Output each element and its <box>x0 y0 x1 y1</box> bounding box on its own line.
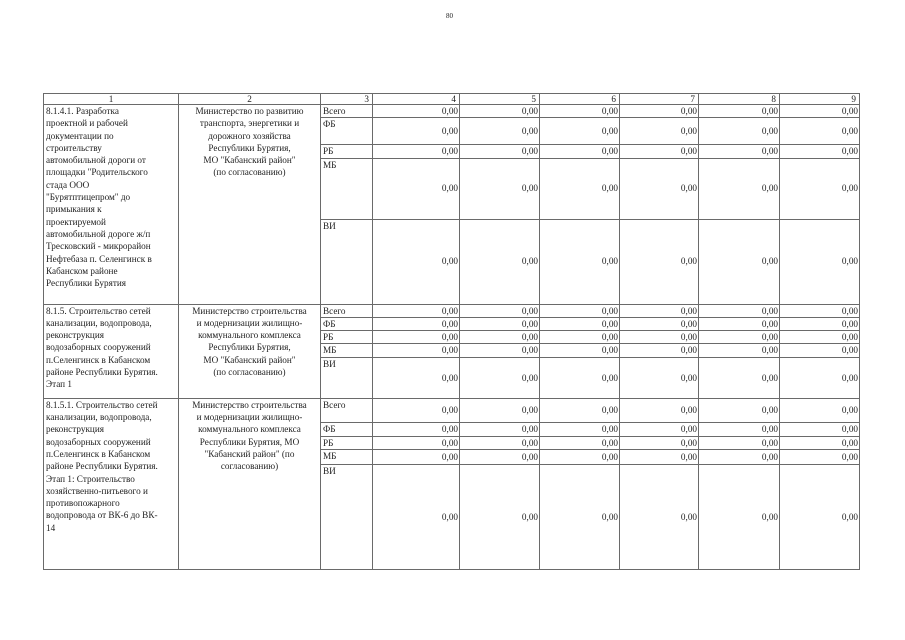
funding-source: МБ <box>321 158 373 219</box>
amount-cell: 0,00 <box>540 450 620 465</box>
amount-cell: 0,00 <box>780 357 860 398</box>
measure-name-line: п.Селенгинск в Кабанском <box>46 448 151 459</box>
responsible-organization <box>179 304 321 398</box>
measure-name-line: стада ООО <box>46 179 90 190</box>
table-row <box>44 304 860 317</box>
amount-cell: 0,00 <box>460 436 540 449</box>
amount-cell: 0,00 <box>780 450 860 465</box>
amount-cell: 0,00 <box>699 304 780 317</box>
measure-name-line: районе Республики Бурятия. <box>46 367 158 378</box>
column-number: 8 <box>699 94 780 105</box>
amount-cell: 0,00 <box>460 158 540 219</box>
amount-cell: 0,00 <box>699 317 780 330</box>
funding-source: ФБ <box>321 317 373 330</box>
funding-source: РБ <box>321 331 373 344</box>
amount-cell: 0,00 <box>780 398 860 422</box>
responsible-organization <box>179 398 321 569</box>
amount-cell: 0,00 <box>620 422 699 436</box>
amount-cell: 0,00 <box>780 465 860 570</box>
amount-cell: 0,00 <box>373 344 460 357</box>
measure-name-line: "Бурятптицепром" до <box>46 192 131 203</box>
amount-cell: 0,00 <box>373 357 460 398</box>
amount-cell: 0,00 <box>780 105 860 118</box>
amount-cell: 0,00 <box>540 331 620 344</box>
amount-cell: 0,00 <box>620 118 699 145</box>
amount-cell: 0,00 <box>699 219 780 304</box>
amount-cell: 0,00 <box>540 436 620 449</box>
organization-line: Республики Бурятия, МО <box>199 436 300 447</box>
amount-cell: 0,00 <box>460 344 540 357</box>
organization-line: Министерство строительства <box>192 399 307 410</box>
measure-name <box>44 398 179 569</box>
amount-cell: 0,00 <box>699 422 780 436</box>
table-row <box>44 105 860 118</box>
amount-cell: 0,00 <box>699 398 780 422</box>
amount-cell: 0,00 <box>620 465 699 570</box>
amount-cell: 0,00 <box>620 158 699 219</box>
organization-line: и модернизации жилищно- <box>196 317 303 328</box>
amount-cell: 0,00 <box>540 357 620 398</box>
measure-name-line: Республики Бурятия <box>46 278 127 289</box>
measure-name-line: водопровода от ВК-6 до ВК- <box>46 510 158 521</box>
organization-line: и модернизации жилищно- <box>196 412 303 423</box>
amount-cell: 0,00 <box>460 118 540 145</box>
amount-cell: 0,00 <box>460 219 540 304</box>
column-number: 3 <box>321 94 373 105</box>
organization-line: (по согласованию) <box>213 167 286 178</box>
organization-line: МО "Кабанский район" <box>203 155 296 166</box>
amount-cell: 0,00 <box>373 304 460 317</box>
measure-name <box>44 105 179 305</box>
measure-name-line: п.Селенгинск в Кабанском <box>46 354 151 365</box>
table-row <box>44 398 860 422</box>
amount-cell: 0,00 <box>780 219 860 304</box>
amount-cell: 0,00 <box>460 357 540 398</box>
organization-line: (по согласованию) <box>213 367 286 378</box>
measure-name-line: реконструкция <box>46 424 104 435</box>
amount-cell: 0,00 <box>540 219 620 304</box>
funding-source: МБ <box>321 344 373 357</box>
measure-name-line: районе Республики Бурятия. <box>46 461 158 472</box>
organization-line: "Кабанский район" (по <box>204 448 295 459</box>
amount-cell: 0,00 <box>620 357 699 398</box>
amount-cell: 0,00 <box>620 344 699 357</box>
organization-line: коммунального комплекса <box>198 424 301 435</box>
amount-cell: 0,00 <box>460 422 540 436</box>
organization-line: транспорта, энергетики и <box>199 118 300 129</box>
measure-name-line: проектируемой <box>46 216 106 227</box>
funding-source: Всего <box>321 304 373 317</box>
amount-cell: 0,00 <box>540 344 620 357</box>
measure-name-line: примыкания к <box>46 204 102 215</box>
amount-cell: 0,00 <box>373 450 460 465</box>
measure-name-line: противопожарного <box>46 498 120 509</box>
amount-cell: 0,00 <box>780 304 860 317</box>
organization-line: дорожного хозяйства <box>208 130 291 141</box>
organization-line: Министерство строительства <box>192 305 307 316</box>
amount-cell: 0,00 <box>699 105 780 118</box>
measure-name-line: канализации, водопровода, <box>46 317 152 328</box>
column-number: 5 <box>460 94 540 105</box>
amount-cell: 0,00 <box>699 344 780 357</box>
measure-name-line: строительству <box>46 142 102 153</box>
organization-line: коммунального комплекса <box>198 330 301 341</box>
measure-name-line: водозаборных сооружений <box>46 342 151 353</box>
organization-line: Республики Бурятия, <box>208 142 291 153</box>
measure-name-line: Этап 1 <box>46 379 72 390</box>
responsible-organization <box>179 105 321 305</box>
amount-cell: 0,00 <box>373 398 460 422</box>
amount-cell: 0,00 <box>373 422 460 436</box>
amount-cell: 0,00 <box>699 145 780 158</box>
funding-source: ФБ <box>321 422 373 436</box>
amount-cell: 0,00 <box>540 118 620 145</box>
amount-cell: 0,00 <box>540 304 620 317</box>
amount-cell: 0,00 <box>460 398 540 422</box>
measure-name <box>44 304 179 398</box>
column-number-row <box>44 94 860 105</box>
organization-line: согласованию) <box>220 461 279 472</box>
amount-cell: 0,00 <box>540 465 620 570</box>
amount-cell: 0,00 <box>373 317 460 330</box>
measure-name-line: реконструкция <box>46 330 104 341</box>
amount-cell: 0,00 <box>540 398 620 422</box>
amount-cell: 0,00 <box>699 118 780 145</box>
column-number: 4 <box>373 94 460 105</box>
measure-name-line: автомобильной дороги от <box>46 155 146 166</box>
amount-cell: 0,00 <box>540 422 620 436</box>
column-number: 7 <box>620 94 699 105</box>
amount-cell: 0,00 <box>540 317 620 330</box>
amount-cell: 0,00 <box>699 357 780 398</box>
measure-name-line: хозяйственно-питьевого и <box>46 485 148 496</box>
measure-name-line: 8.1.5.1. Строительство сетей <box>46 399 158 410</box>
amount-cell: 0,00 <box>780 145 860 158</box>
amount-cell: 0,00 <box>460 145 540 158</box>
measure-name-line: документации по <box>46 130 114 141</box>
amount-cell: 0,00 <box>620 105 699 118</box>
amount-cell: 0,00 <box>780 317 860 330</box>
measure-name-line: автомобильной дороге ж/п <box>46 228 151 239</box>
amount-cell: 0,00 <box>373 465 460 570</box>
amount-cell: 0,00 <box>780 436 860 449</box>
amount-cell: 0,00 <box>699 158 780 219</box>
funding-source: РБ <box>321 145 373 158</box>
measure-name-line: Кабанском районе <box>46 265 118 276</box>
amount-cell: 0,00 <box>620 304 699 317</box>
funding-source: ВИ <box>321 357 373 398</box>
funding-source: Всего <box>321 398 373 422</box>
amount-cell: 0,00 <box>620 145 699 158</box>
amount-cell: 0,00 <box>780 158 860 219</box>
organization-line: Министерство по развитию <box>195 106 304 116</box>
amount-cell: 0,00 <box>699 331 780 344</box>
amount-cell: 0,00 <box>620 219 699 304</box>
column-number: 2 <box>179 94 321 105</box>
funding-source: ФБ <box>321 118 373 145</box>
amount-cell: 0,00 <box>460 304 540 317</box>
measure-name-line: Нефтебаза п. Селенгинск в <box>46 253 152 264</box>
column-number: 9 <box>780 94 860 105</box>
amount-cell: 0,00 <box>460 317 540 330</box>
amount-cell: 0,00 <box>373 158 460 219</box>
amount-cell: 0,00 <box>460 331 540 344</box>
organization-line: МО "Кабанский район" <box>203 354 296 365</box>
amount-cell: 0,00 <box>373 118 460 145</box>
amount-cell: 0,00 <box>540 105 620 118</box>
amount-cell: 0,00 <box>780 118 860 145</box>
funding-source: Всего <box>321 105 373 118</box>
amount-cell: 0,00 <box>780 331 860 344</box>
funding-source: ВИ <box>321 465 373 570</box>
amount-cell: 0,00 <box>373 219 460 304</box>
amount-cell: 0,00 <box>460 450 540 465</box>
measure-name-line: 14 <box>46 522 56 533</box>
page-number: 80 <box>446 12 453 20</box>
amount-cell: 0,00 <box>620 436 699 449</box>
amount-cell: 0,00 <box>373 145 460 158</box>
measure-name-line: проектной и рабочей <box>46 118 128 129</box>
amount-cell: 0,00 <box>780 422 860 436</box>
amount-cell: 0,00 <box>620 317 699 330</box>
organization-line: Республики Бурятия, <box>208 342 291 353</box>
amount-cell: 0,00 <box>780 344 860 357</box>
amount-cell: 0,00 <box>699 465 780 570</box>
amount-cell: 0,00 <box>540 158 620 219</box>
amount-cell: 0,00 <box>699 450 780 465</box>
amount-cell: 0,00 <box>699 436 780 449</box>
amount-cell: 0,00 <box>540 145 620 158</box>
funding-source: МБ <box>321 450 373 465</box>
amount-cell: 0,00 <box>373 436 460 449</box>
amount-cell: 0,00 <box>460 105 540 118</box>
measure-name-line: канализации, водопровода, <box>46 412 152 423</box>
measure-name-line: 8.1.5. Строительство сетей <box>46 305 151 316</box>
amount-cell: 0,00 <box>620 450 699 465</box>
amount-cell: 0,00 <box>373 331 460 344</box>
amount-cell: 0,00 <box>373 105 460 118</box>
column-number: 1 <box>44 94 179 105</box>
amount-cell: 0,00 <box>460 465 540 570</box>
budget-table <box>43 93 860 570</box>
amount-cell: 0,00 <box>620 398 699 422</box>
measure-name-line: 8.1.4.1. Разработка <box>46 106 119 116</box>
funding-source: РБ <box>321 436 373 449</box>
measure-name-line: площадки "Родительского <box>46 167 148 178</box>
measure-name-line: Тресковский - микрорайон <box>46 241 151 252</box>
measure-name-line: Этап 1: Строительство <box>46 473 135 484</box>
funding-source: ВИ <box>321 219 373 304</box>
measure-name-line: водозаборных сооружений <box>46 436 151 447</box>
amount-cell: 0,00 <box>620 331 699 344</box>
column-number: 6 <box>540 94 620 105</box>
